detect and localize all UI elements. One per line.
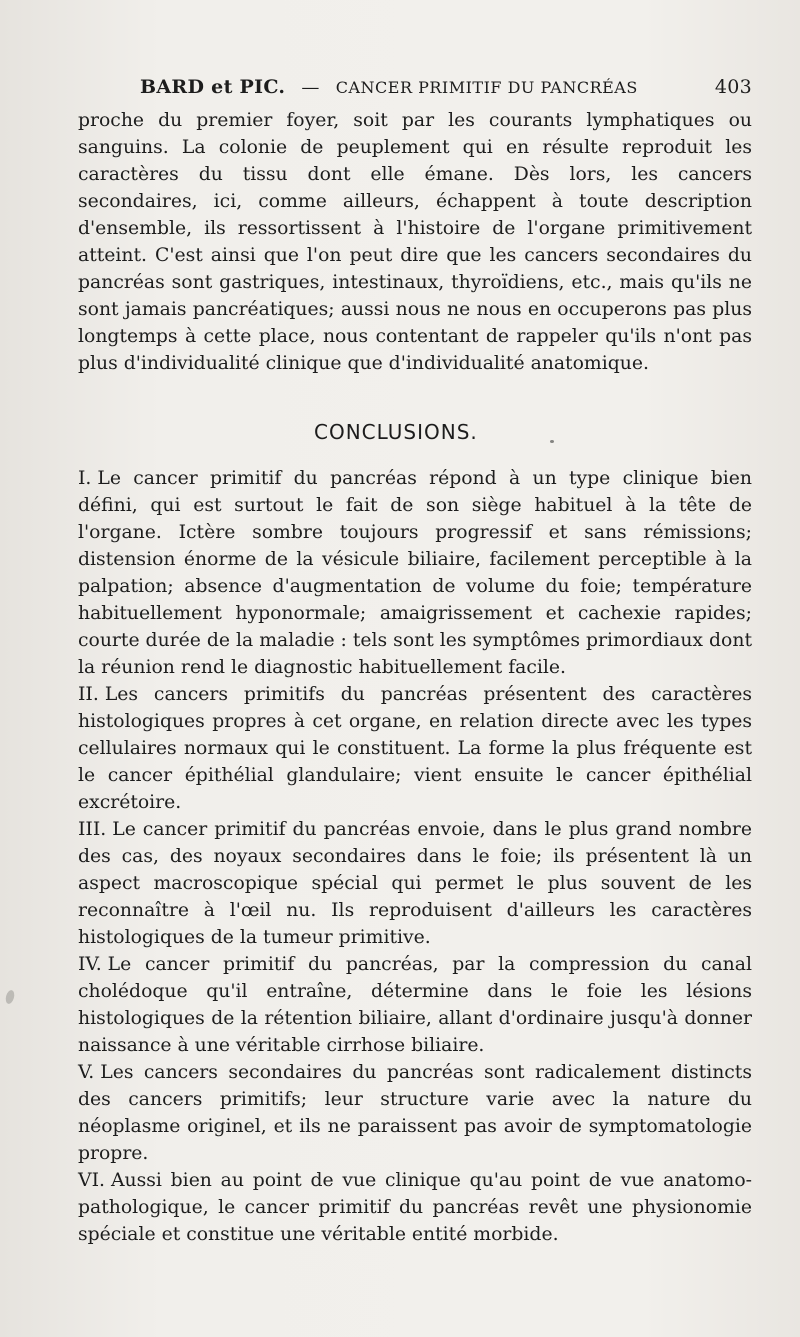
conclusion-item: [78, 681, 752, 816]
conclusion-text: Aussi bien au point de vue clinique qu'au point de vue anatomo-pathologique, le cancer primitif du pancréas revêt une physionomie spéciale et constitue une véritable entité morbide.: [78, 1170, 752, 1245]
header-authors: BARD et PIC.: [140, 76, 286, 98]
conclusion-item: [78, 951, 752, 1059]
conclusion-number: IV.: [78, 954, 102, 975]
conclusion-number: II.: [78, 684, 99, 705]
ink-dot: [550, 440, 554, 443]
conclusion-number: I.: [78, 468, 92, 489]
running-header-left: [140, 76, 638, 98]
conclusions-list: [78, 465, 752, 1248]
conclusion-number: VI.: [78, 1170, 105, 1191]
conclusion-number: V.: [78, 1062, 95, 1083]
conclusion-item: [78, 465, 752, 681]
header-title: CANCER PRIMITIF DU PANCRÉAS: [335, 78, 638, 97]
conclusion-item: [78, 1167, 752, 1248]
intro-paragraph: proche du premier foyer, soit par les courants lymphatiques ou sanguins. La colonie de peuplement qui en résulte reproduit les caractères du tissu dont elle émane. Dès lors, les cancers secondaires, ici, comme ailleurs, échappent à toute description d'ensemble, ils ressortissent à l'histoire de l'organe primitivement atteint. C'est ainsi que l'on peut dire que les cancers secondaires du pancréas sont gastriques, intestinaux, thyroïdiens, etc., mais qu'ils ne sont jamais pancréatiques; aussi nous ne nous en occuperons pas plus longtemps à cette place, nous contentant de rappeler qu'ils n'ont pas plus d'individualité clinique que d'individualité anatomique.: [78, 110, 752, 374]
conclusion-text: Le cancer primitif du pancréas répond à un type clinique bien défini, qui est surtout le fait de son siège habituel à la tête de l'organe. Ictère sombre toujours progressif et sans rémissions; distension énorme de la vésicule biliaire, facilement perceptible à la palpation; absence d'augmentation de volume du foie; température habituellement hyponormale; amaigrissement et cachexie rapides; courte durée de la maladie : tels sont les symptômes primordiaux dont la réunion rend le diagnostic habituellement facile.: [78, 468, 752, 678]
section-title: CONCLUSIONS.: [314, 420, 478, 444]
conclusion-text: Le cancer primitif du pancréas envoie, dans le plus grand nombre des cas, des noyaux secondaires dans le foie; ils présentent là un aspect macroscopique spécial qui permet le plus souvent de les reconnaître à l'œil nu. Ils reproduisent d'ailleurs les caractères histologiques de la tumeur primitive.: [78, 819, 752, 948]
conclusion-text: Les cancers secondaires du pancréas sont radicalement distincts des cancers primitifs; leur structure varie avec la nature du néoplasme originel, et ils ne paraissent pas avoir de symptomatologie propre.: [78, 1062, 752, 1164]
conclusion-item: [78, 816, 752, 951]
conclusion-text: Le cancer primitif du pancréas, par la compression du canal cholédoque qu'il entraîne, détermine dans le foie les lésions histologiques de la rétention biliaire, allant d'ordinaire jusqu'à donner naissance à une véritable cirrhose biliaire.: [78, 954, 752, 1056]
conclusion-text: Les cancers primitifs du pancréas présentent des caractères histologiques propres à cet organe, en relation directe avec les types cellulaires normaux qui le constituent. La forme la plus fréquente est le cancer épithélial glandulaire; vient ensuite le cancer épithélial excrétoire.: [78, 684, 752, 813]
header-separator: —: [301, 77, 320, 98]
running-header: [140, 70, 752, 106]
page-number: 403: [714, 76, 752, 98]
intro-paragraph-block: [78, 107, 752, 377]
conclusion-number: III.: [78, 819, 107, 840]
conclusion-item: [78, 1059, 752, 1167]
ink-smudge: [4, 989, 15, 1005]
